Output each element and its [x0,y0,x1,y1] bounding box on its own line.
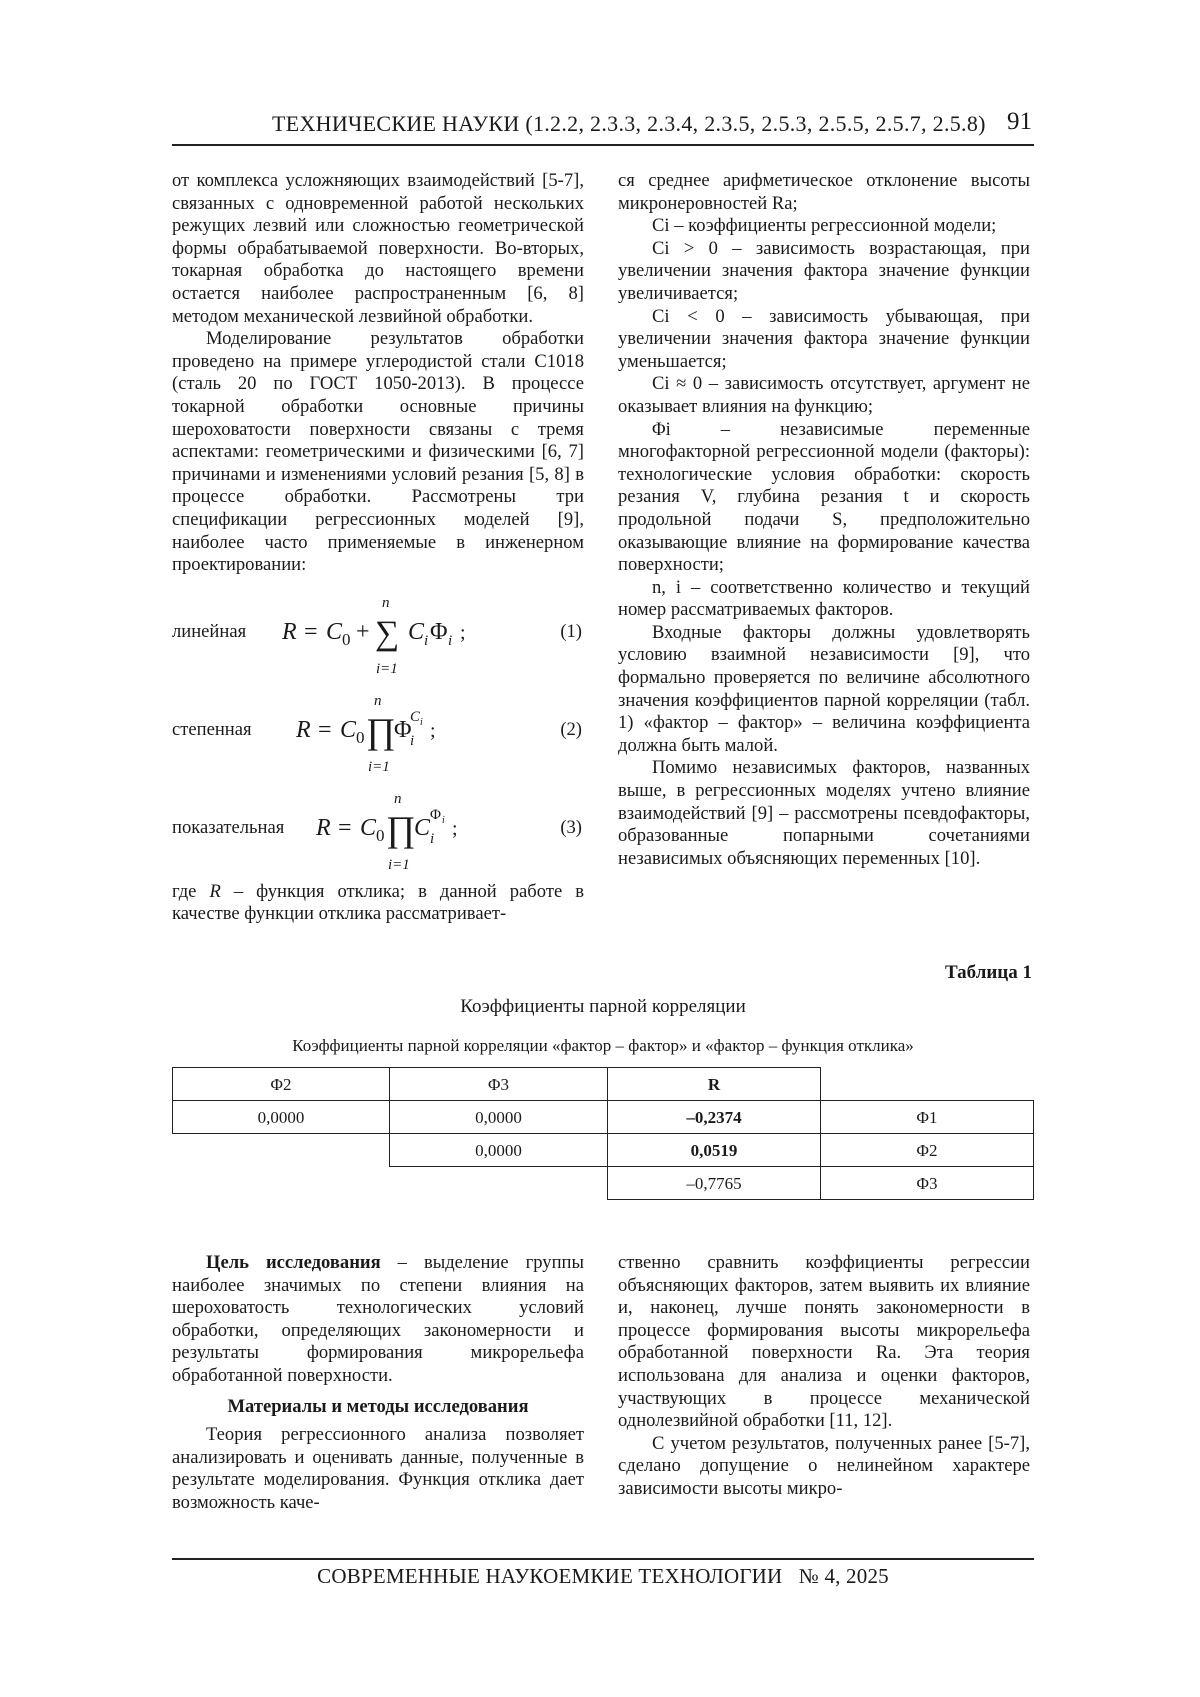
correlation-table [172,1067,1034,1207]
formula-symbol: n [374,692,382,709]
formula-symbol: = [318,716,332,743]
right-column-bottom [618,1252,1030,1532]
formula-label: степенная [172,718,252,740]
formula-symbol: i=1 [388,856,410,873]
formula-symbol: ; [460,621,466,644]
paragraph: Ci > 0 – зависимость возрастающая, при увеличении значения фактора значение функции увеличивается; [618,237,1030,304]
formula-label: линейная [172,620,247,642]
formula-symbol: n [382,594,390,611]
formula-symbol: i=1 [368,758,390,775]
paragraph: Ci < 0 – зависимость убывающая, при увеличении значения фактора значение функции уменьшается; [618,305,1030,372]
paragraph: ся среднее арифметическое отклонение высоты микронеровностей Ra; [618,170,1030,214]
table-cell: 0,0000 [389,1100,608,1134]
goal-heading: Цель исследования [206,1252,381,1273]
formula-symbol: R [296,716,311,743]
formula-symbol: C [360,814,377,841]
text-run: R [209,880,221,902]
formula-linear [172,587,584,679]
paragraph [172,1252,584,1388]
product-icon: ∏ [366,710,396,751]
formula-label: показательная [172,816,285,838]
formula-symbol: Φ [430,806,441,823]
formula-symbol: ; [452,817,458,840]
formula-symbol: 0 [356,727,365,747]
formula-power [172,685,584,777]
formula-expression [282,587,482,679]
table-row-label: Φ3 [820,1166,1034,1200]
running-title: ТЕХНИЧЕСКИЕ НАУКИ (1.2.2, 2.3.3, 2.3.4, 2.3.5, 2.5.3, 2.5.5, 2.5.7, 2.5.8) [272,111,986,136]
formula-symbol: i [448,632,453,649]
table-row-label: Φ2 [820,1133,1034,1167]
formula-number: (2) [560,718,582,740]
paragraph: Входные факторы должны удовлетворять условию взаимной независимости [9], что формально проверяется по величине абсолютного значения коэффициентов парной корреляции (табл. 1) «фактор – фактор» – величина коэффициента должна быть малой. [618,621,1030,756]
table-title: Коэффициенты парной корреляции [460,996,746,1017]
paragraph: Φi – независимые переменные многофакторной регрессионной модели (факторы): технологические условия обработки: скорость резания V, глубина резания t и скорость продольной подачи S, предположительно оказывающие влияние на формирование качества поверхности; [618,418,1030,576]
formula-number: (1) [560,620,582,642]
formula-exponential [172,783,584,875]
formula-number: (3) [560,816,582,838]
paragraph [172,881,584,926]
formula-symbol: C [326,618,343,645]
running-footer [172,1558,1034,1589]
table-cell: –0,7765 [607,1166,821,1200]
formula-symbol: 0 [376,825,385,845]
sum-icon: ∑ [375,614,400,652]
paragraph: Теория регрессионного анализа позволяет анализировать и оценивать данные, полученные в результате моделирования. Функция отклика дает возможность каче- [172,1424,584,1513]
text-run: – выделение группы наиболее значимых по степени влияния на шероховатость технологических условий обработки, определяющих закономерности и результаты формирования микрорельефа обработанной поверхности. [172,1252,584,1386]
table-header-cell: Φ2 [172,1067,390,1101]
formula-symbol: C [414,814,431,841]
formula-symbol: = [304,618,318,645]
table-cell: 0,0000 [389,1133,608,1167]
section-heading: Материалы и методы исследования [227,1395,529,1417]
table-cell: 0,0519 [607,1133,821,1167]
paragraph: Моделирование результатов обработки проведено на примере углеродистой стали C1018 (сталь 20 по ГОСТ 1050-2013). В процессе токарной обработки основные причины шероховатости поверхности связаны с тремя аспектами: геометрическими и физическими [6, 7] причинами и изменениями условий резания [5, 8] в процессе обработки. Рассмотрены три спецификации регрессионных моделей [9], наиболее часто применяемые в инженерном проектировании: [172,328,584,576]
formula-symbol: = [338,814,352,841]
formula-symbol: i [420,716,423,728]
formula-symbol: C [340,716,357,743]
formula-symbol: i [410,732,415,749]
formula-symbol: Φ [430,618,448,645]
formula-symbol: i [424,632,429,649]
formula-symbol: R [316,814,331,841]
formula-expression [296,685,456,777]
table-header-cell: Φ3 [389,1067,608,1101]
formula-symbol: 0 [342,629,351,649]
journal-name: СОВРЕМЕННЫЕ НАУКОЕМКИЕ ТЕХНОЛОГИИ № 4, 2025 [317,1564,889,1588]
paragraph: Помимо независимых факторов, названных выше, в регрессионных моделях учтено влияние взаимодействий [9] – рассмотрены псевдофакторы, образованные попарными сочетаниями независимых объясняющих переменных [10]. [618,757,1030,869]
text-run: где [172,880,210,902]
paragraph: n, i – соответственно количество и текущий номер рассматриваемых факторов. [618,576,1030,621]
product-icon: ∏ [386,808,416,849]
table-cell: 0,0000 [172,1100,390,1134]
left-column-top [172,170,584,930]
formula-symbol: R [282,618,297,645]
formula-symbol: n [394,790,402,807]
formula-symbol: i [442,814,445,826]
formula-symbol: i=1 [376,660,398,677]
formula-symbol: + [356,618,370,645]
table-row-label: Φ1 [820,1100,1034,1134]
paragraph: С учетом результатов, полученных ранее [5-7], сделано допущение о нелинейном характере зависимости высоты микро- [618,1432,1030,1499]
formula-symbol: C [410,708,421,725]
table-header-cell: R [607,1067,821,1101]
left-column-bottom [172,1252,584,1532]
paragraph: ственно сравнить коэффициенты регрессии объясняющих факторов, затем выявить их влияние и, наконец, лучше понять закономерности в процессе формирования высоты микрорельефа обработанной поверхности Ra. Эта теория использована для анализа и оценки факторов, участвующих в процессе механической однолезвийной обработки [11, 12]. [618,1252,1030,1432]
formula-symbol: C [408,618,425,645]
formula-symbol: ; [430,719,436,742]
paragraph: от комплекса усложняющих взаимодействий [5-7], связанных с одновременной работой нескольких режущих лезвий или сложностью геометрической формы обрабатываемой поверхности. Во-вторых, токарная обработка до настоящего времени остается наиболее распространенным [6, 8] методом механической лезвийной обработки. [172,170,584,327]
paragraph: Ci ≈ 0 – зависимость отсутствует, аргумент не оказывает влияния на функцию; [618,373,1030,417]
table-cell: –0,2374 [607,1100,821,1134]
text-run: – функция отклика; в данной работе в качестве функции отклика рассматривает- [172,880,584,925]
formula-symbol: Φ [394,716,412,743]
table-subtitle: Коэффициенты парной корреляции «фактор – фактор» и «фактор – функция отклика» [292,1036,914,1055]
formula-symbol: i [430,830,435,847]
table-number: Таблица 1 [944,962,1032,983]
paragraph: Ci – коэффициенты регрессионной модели; [652,215,997,237]
running-header [172,110,1034,146]
right-column-top [618,170,1030,930]
page-number: 91 [1007,108,1032,135]
formula-expression [316,783,476,875]
